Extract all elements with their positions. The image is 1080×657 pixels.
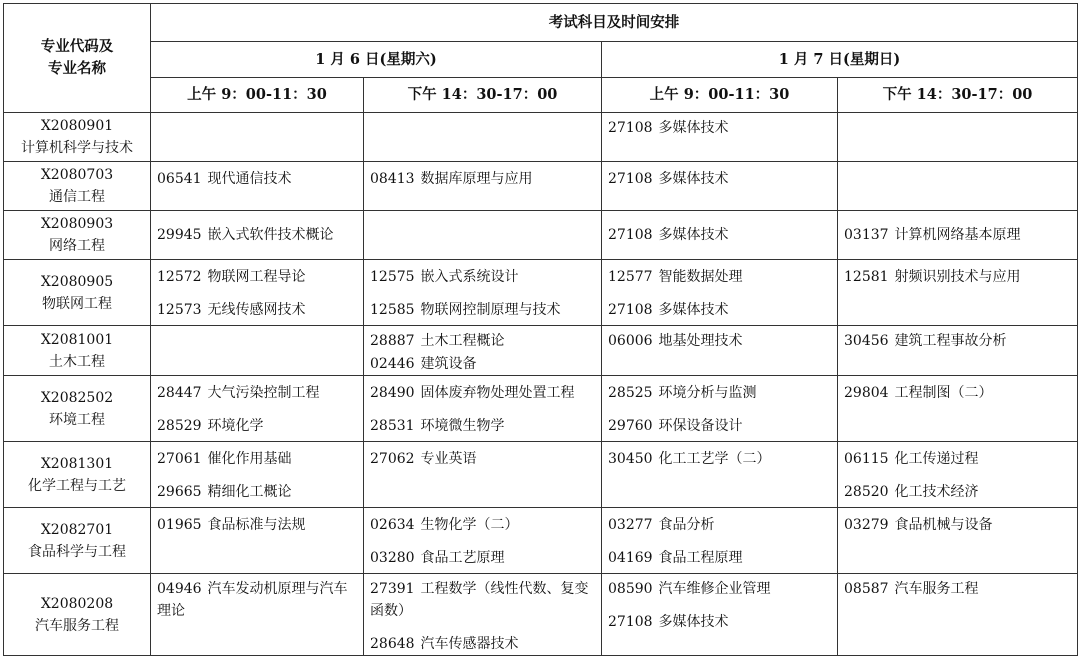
major-code: X2080703 [40,167,114,183]
course-entry [157,266,357,288]
course-name: 汽车维修企业管理 [658,581,771,597]
course-name: 环境化学 [207,418,264,434]
course-code: 27108 [608,302,653,318]
course-cell-jan6-am [151,326,364,376]
course-cell-jan7-am [602,326,838,376]
course-code: 08413 [370,171,415,187]
course-code: 29760 [608,418,653,434]
course-entry [844,330,1071,352]
course-entry [370,415,595,437]
major-name: 环境工程 [49,411,105,428]
course-entry [608,382,831,404]
course-code: 28648 [370,636,415,652]
course-cell-jan6-pm [364,162,602,211]
major-code: X2080901 [40,118,114,134]
course-code: 28525 [608,385,653,401]
course-entry [844,578,1071,600]
course-name: 多媒体技术 [658,120,729,136]
course-name: 大气污染控制工程 [207,385,320,401]
course-entry [608,117,831,139]
major-cell [4,211,151,260]
course-cell-jan7-pm [838,260,1078,326]
major-cell [4,162,151,211]
course-entry [157,578,357,622]
course-entry [608,415,831,437]
course-entry [370,353,595,375]
major-name: 土木工程 [49,353,105,370]
course-cell-jan6-pm [364,508,602,574]
course-cell-jan6-pm [364,260,602,326]
course-name: 物联网控制原理与技术 [420,302,561,318]
course-entry [157,448,357,470]
course-name: 催化作用基础 [207,451,292,467]
course-entry [157,415,357,437]
course-entry [844,266,1071,288]
course-cell-jan7-pm [838,508,1078,574]
course-entry [157,514,357,536]
course-name: 汽车服务工程 [894,581,979,597]
course-name: 化工技术经济 [894,484,979,500]
course-entry [844,514,1071,536]
course-entry [157,168,357,190]
course-code: 12577 [608,269,653,285]
major-name: 网络工程 [49,238,105,254]
course-code: 28490 [370,385,415,401]
course-code: 30450 [608,451,653,467]
course-entry [608,299,831,321]
course-name: 固体废弃物处理处置工程 [420,385,575,401]
course-code: 12573 [157,302,202,318]
major-header-line-1: 专业代码及 [40,38,114,55]
major-code: X2082701 [40,521,114,538]
major-name: 物联网工程 [42,295,112,312]
major-header-line-2: 专业名称 [48,60,106,77]
major-cell [4,326,151,376]
course-cell-jan7-am [602,211,838,260]
course-name: 化工工艺学（二） [658,451,771,467]
course-name: 精细化工概论 [207,484,292,500]
course-code: 27061 [157,451,202,467]
course-cell-jan6-pm [364,211,602,260]
course-name: 食品分析 [658,517,715,533]
table-row [4,574,1078,656]
course-entry [608,266,831,288]
slot-header-jan6-am: 上午 9：00-11：30 [151,78,364,113]
course-name: 专业英语 [420,451,477,467]
main-title: 考试科目及时间安排 [151,4,1078,42]
course-code: 04169 [608,550,653,566]
major-code: X2080208 [40,595,114,612]
course-code: 27062 [370,451,415,467]
course-entry [608,578,831,600]
course-entry [370,266,595,288]
course-name: 多媒体技术 [658,171,729,187]
course-entry [370,448,595,470]
major-column-header [4,4,151,113]
course-cell-jan7-am [602,162,838,211]
course-entry [157,481,357,503]
table-row [4,162,1078,211]
course-code: 03137 [844,227,889,243]
course-cell-jan6-am [151,508,364,574]
course-entry [844,481,1071,503]
course-cell-jan6-am [151,113,364,162]
course-entry [370,168,595,190]
course-code: 08590 [608,581,653,597]
exam-schedule-table [3,3,1078,656]
course-code: 12575 [370,269,415,285]
major-code: X2082502 [40,389,114,406]
course-code: 12585 [370,302,415,318]
course-entry [370,330,595,352]
course-name: 生物化学（二） [420,517,519,533]
course-entry [608,547,831,569]
course-name: 嵌入式软件技术概论 [207,227,334,243]
course-cell-jan7-pm [838,162,1078,211]
course-cell-jan6-pm [364,326,602,376]
course-code: 27108 [608,171,653,187]
major-code: X2081301 [40,455,114,472]
course-name: 食品机械与设备 [894,517,993,533]
course-cell-jan7-am [602,260,838,326]
course-code: 12581 [844,269,889,285]
course-code: 04946 [157,581,202,597]
course-code: 06115 [844,451,889,467]
major-name: 汽车服务工程 [35,617,119,634]
course-cell-jan7-pm [838,376,1078,442]
major-cell [4,442,151,508]
course-entry [844,224,1071,246]
major-name: 化学工程与工艺 [28,477,126,494]
course-cell-jan7-pm [838,574,1078,656]
course-cell-jan6-am [151,442,364,508]
course-name: 食品工艺原理 [420,550,505,566]
course-cell-jan6-am [151,260,364,326]
course-entry [608,514,831,536]
course-entry [157,224,357,246]
course-code: 02446 [370,356,415,372]
course-name: 无线传感网技术 [207,302,306,318]
course-cell-jan7-pm [838,442,1078,508]
course-entry [370,547,595,569]
course-code: 27108 [608,120,653,136]
course-name: 食品标准与法规 [207,517,306,533]
course-entry [608,448,831,470]
course-entry [844,448,1071,470]
course-name: 工程制图（二） [894,385,993,401]
course-code: 29945 [157,227,202,243]
course-name: 汽车传感器技术 [420,636,519,652]
table-row [4,442,1078,508]
day-header-jan6: 1 月 6 日(星期六) [151,42,602,78]
slot-header-jan6-pm: 下午 14：30-17：00 [364,78,602,113]
course-cell-jan6-am [151,376,364,442]
course-cell-jan6-pm [364,574,602,656]
course-cell-jan6-am [151,574,364,656]
course-name: 环境微生物学 [420,418,505,434]
course-code: 06541 [157,171,202,187]
course-code: 01965 [157,517,202,533]
course-name: 嵌入式系统设计 [420,269,519,285]
course-name: 现代通信技术 [207,171,292,187]
course-name: 智能数据处理 [658,269,743,285]
course-cell-jan7-am [602,508,838,574]
major-name: 计算机科学与技术 [21,140,133,156]
course-name: 多媒体技术 [658,302,729,318]
major-cell [4,113,151,162]
table-row [4,376,1078,442]
course-cell-jan7-am [602,113,838,162]
major-code: X2080903 [40,216,114,232]
course-cell-jan7-am [602,442,838,508]
course-entry [608,611,831,633]
course-cell-jan7-pm [838,326,1078,376]
major-cell [4,508,151,574]
course-code: 28531 [370,418,415,434]
course-name: 射频识别技术与应用 [894,269,1021,285]
course-entry [608,330,831,352]
course-name: 工程数学（线性代数、复变函数） [370,581,589,619]
course-name: 建筑设备 [420,356,477,372]
course-cell-jan6-pm [364,113,602,162]
course-name: 物联网工程导论 [207,269,306,285]
course-code: 29804 [844,385,889,401]
course-entry [157,382,357,404]
course-name: 多媒体技术 [658,227,729,243]
course-entry [370,382,595,404]
course-cell-jan6-pm [364,376,602,442]
course-name: 食品工程原理 [658,550,743,566]
course-code: 28520 [844,484,889,500]
course-code: 08587 [844,581,889,597]
schedule-body [4,113,1078,656]
major-cell [4,260,151,326]
course-cell-jan7-am [602,574,838,656]
course-name: 计算机网络基本原理 [894,227,1021,243]
course-code: 06006 [608,333,653,349]
course-name: 数据库原理与应用 [420,171,533,187]
major-name: 通信工程 [49,189,105,205]
course-code: 03280 [370,550,415,566]
table-row [4,326,1078,376]
table-row [4,260,1078,326]
course-code: 03279 [844,517,889,533]
course-entry [370,514,595,536]
course-name: 环境分析与监测 [658,385,757,401]
course-name: 化工传递过程 [894,451,979,467]
slot-header-jan7-pm: 下午 14：30-17：00 [838,78,1078,113]
course-cell-jan6-am [151,211,364,260]
major-code: X2080905 [40,273,114,290]
course-code: 28447 [157,385,202,401]
course-name: 多媒体技术 [658,614,729,630]
course-name: 地基处理技术 [658,333,743,349]
major-name: 食品科学与工程 [28,543,126,560]
major-code: X2081001 [40,331,114,348]
day-header-jan7: 1 月 7 日(星期日) [602,42,1078,78]
course-entry [844,382,1071,404]
course-code: 02634 [370,517,415,533]
course-code: 27108 [608,614,653,630]
course-code: 29665 [157,484,202,500]
course-code: 27391 [370,581,415,597]
course-name: 土木工程概论 [420,333,505,349]
course-cell-jan7-am [602,376,838,442]
table-row [4,113,1078,162]
table-row [4,211,1078,260]
course-code: 12572 [157,269,202,285]
course-cell-jan7-pm [838,113,1078,162]
course-code: 28887 [370,333,415,349]
course-entry [608,168,831,190]
course-name: 建筑工程事故分析 [894,333,1007,349]
course-cell-jan6-pm [364,442,602,508]
course-code: 27108 [608,227,653,243]
course-name: 环保设备设计 [658,418,743,434]
course-name: 汽车发动机原理与汽车理论 [157,581,348,619]
course-entry [157,299,357,321]
major-cell [4,574,151,656]
course-code: 30456 [844,333,889,349]
course-entry [608,224,831,246]
table-row [4,508,1078,574]
course-entry [370,299,595,321]
course-code: 28529 [157,418,202,434]
slot-header-jan7-am: 上午 9：00-11：30 [602,78,838,113]
course-entry [370,633,595,655]
course-cell-jan6-am [151,162,364,211]
course-entry [370,578,595,622]
course-cell-jan7-pm [838,211,1078,260]
course-code: 03277 [608,517,653,533]
major-cell [4,376,151,442]
